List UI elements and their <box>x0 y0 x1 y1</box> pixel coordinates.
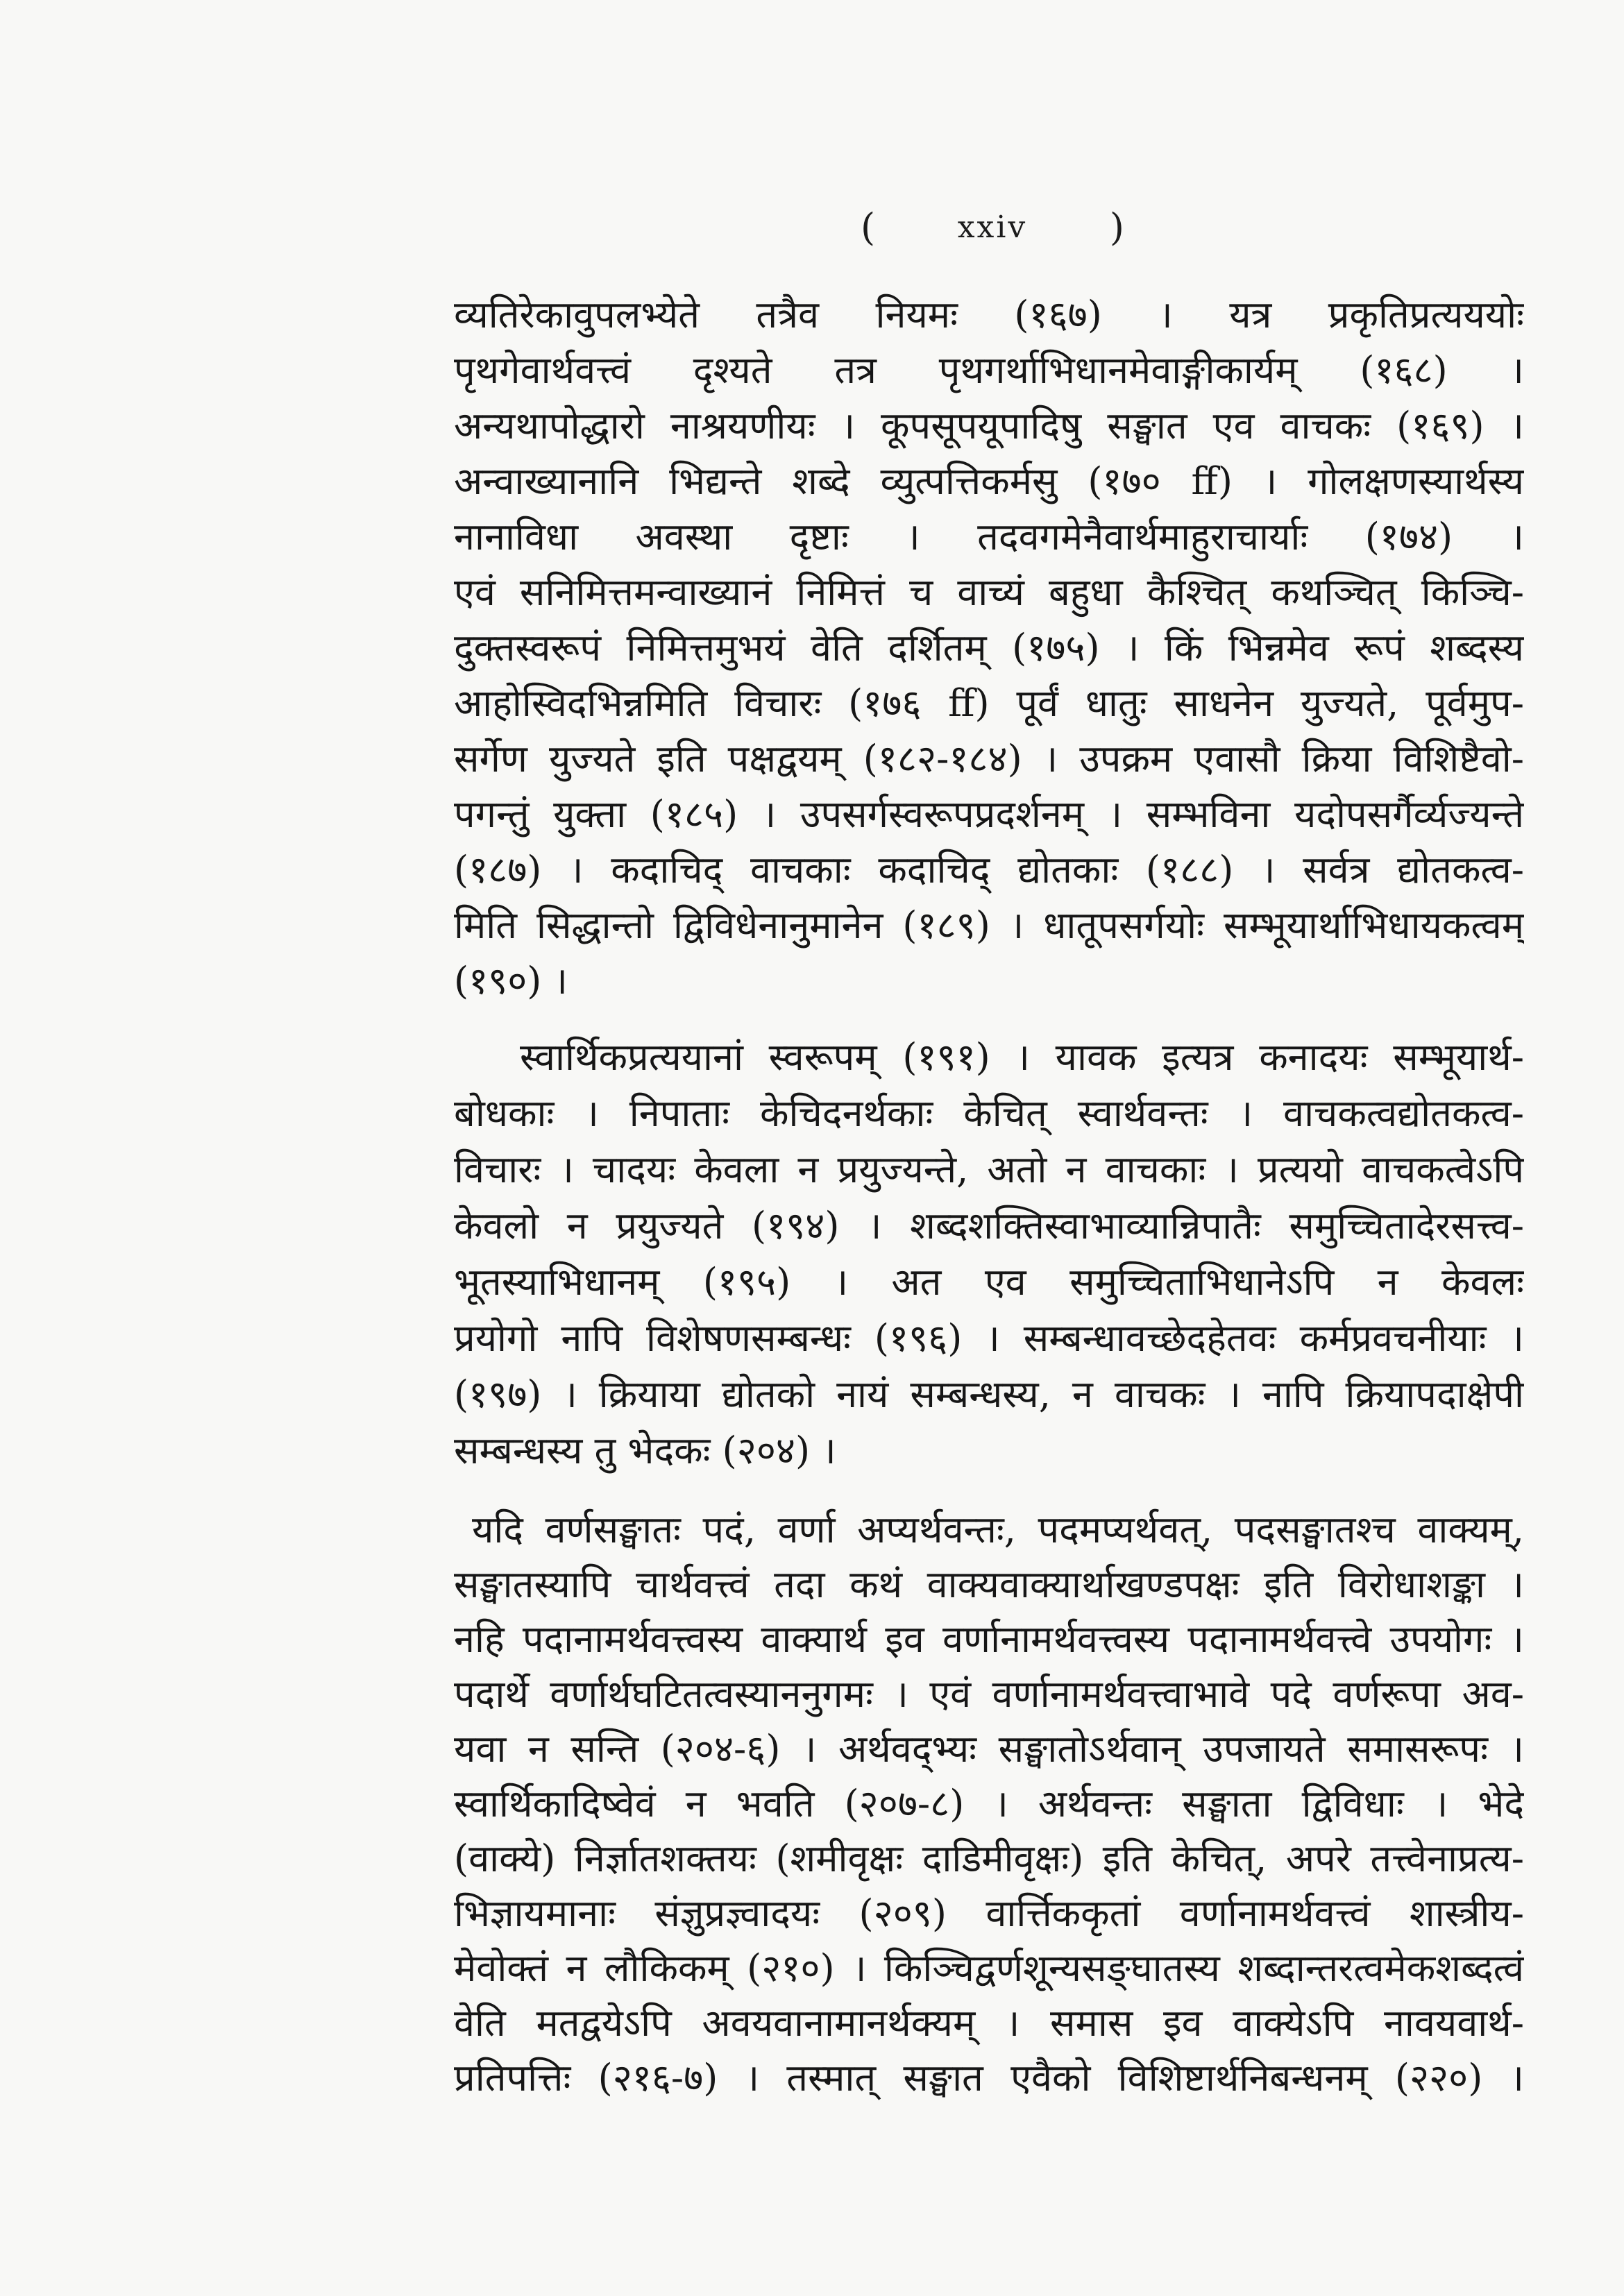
text-line: (१८७) । कदाचिद् वाचकाः कदाचिद् द्योतकाः (१८८) । सर्वत्र द्योतकत्व- <box>454 848 1524 892</box>
header-close-paren: ) <box>1109 205 1124 249</box>
text-line: विचारः । चादयः केवला न प्रयुज्यन्ते, अतो न वाचकाः । प्रत्ययो वाचकत्वेऽपि <box>454 1148 1524 1191</box>
text-line: (१९७) । क्रियाया द्योतको नायं सम्बन्धस्य, न वाचकः । नापि क्रियापदाक्षेपी <box>454 1372 1524 1416</box>
text-line: पदार्थे वर्णार्थघटितत्वस्याननुगमः । एवं वर्णानामर्थवत्त्वाभावे पदे वर्णरूपा अव- <box>454 1672 1524 1716</box>
page-number: xxiv <box>957 209 1028 245</box>
text-line: मिति सिद्धान्तो द्विविधेनानुमानेन (१८९) । धातूपसर्गयोः सम्भूयार्थाभिधायकत्वम् <box>454 903 1524 947</box>
text-line: मेवोक्तं न लौकिकम् (२१०) । किञ्चिद्वर्णशून्यसङ्‌घातस्य शब्दान्तरत्वमेकशब्दत्वं <box>454 1946 1524 1990</box>
text-line: यवा न सन्ति (२०४-६) । अर्थवद्भ्यः सङ्घातोऽर्थवान् उपजायते समासरूपः । <box>454 1727 1524 1771</box>
text-line: भूतस्याभिधानम् (१९५) । अत एव समुच्चिताभिधानेऽपि न केवलः <box>454 1260 1524 1304</box>
text-line: सम्बन्धस्य तु भेदकः (२०४) । <box>454 1429 836 1472</box>
text-line: सङ्घातस्यापि चार्थवत्त्वं तदा कथं वाक्यवाक्यार्थाखण्डपक्षः इति विरोधाशङ्का । <box>454 1563 1524 1606</box>
text-line: वेति मतद्वयेऽपि अवयवानामानर्थक्यम् । समास इव वाक्येऽपि नावयवार्थ- <box>454 2001 1524 2045</box>
text-line: स्वार्थिकादिष्वेवं न भवति (२०७-८) । अर्थवन्तः सङ्घाता द्विविधाः । भेदे <box>454 1782 1524 1826</box>
paragraph-1 <box>454 287 1524 1009</box>
paragraph-2 <box>454 1029 1524 1479</box>
text-line: यदि वर्णसङ्घातः पदं, वर्णा अप्यर्थवन्तः, पदमप्यर्थवत्, पदसङ्घातश्च वाक्यम्, <box>472 1508 1524 1551</box>
text-line: आहोस्विदभिन्नमिति विचारः (१७६ ff) पूर्वं धातुः साधनेन युज्यते, पूर्वमुप- <box>454 681 1524 725</box>
text-line: अन्वाख्यानानि भिद्यन्ते शब्दे व्युत्पत्तिकर्मसु (१७० ff) । गोलक्षणस्यार्थस्य <box>454 459 1524 503</box>
text-line: प्रतिपत्तिः (२१६-७) । तस्मात् सङ्घात एवैको विशिष्टार्थनिबन्धनम् (२२०) । <box>454 2056 1524 2100</box>
paragraph-3 <box>454 1502 1524 2105</box>
text-line: एवं सनिमित्तमन्वाख्यानं निमित्तं च वाच्यं बहुधा कैश्चित् कथञ्चित् किञ्चि- <box>454 570 1524 614</box>
text-line: नानाविधा अवस्था दृष्टाः । तदवगमेनैवार्थमाहुराचार्याः (१७४) । <box>454 515 1524 559</box>
text-line: व्यतिरेकावुपलभ्येते तत्रैव नियमः (१६७) । यत्र प्रकृतिप्रत्यययोः <box>454 293 1524 337</box>
text-line: अन्यथापोद्धारो नाश्रयणीयः । कूपसूपयूपादिषु सङ्घात एव वाचकः (१६९) । <box>454 404 1524 448</box>
text-line: (१९०) । <box>454 959 568 1003</box>
header-open-paren: ( <box>861 205 876 249</box>
text-line: पृथगेवार्थवत्त्वं दृश्यते तत्र पृथगर्थाभिधानमेवाङ्गीकार्यम् (१६८) । <box>454 348 1524 392</box>
page-header <box>861 199 1124 255</box>
text-line: केवलो न प्रयुज्यते (१९४) । शब्दशक्तिस्वाभाव्यान्निपातैः समुच्चितादेरसत्त्व- <box>454 1204 1524 1248</box>
text-line: भिज्ञायमानाः संज्ञुप्रज्ञ्वादयः (२०९) वार्त्तिककृतां वर्णानामर्थवत्त्वं शास्त्रीय- <box>454 1891 1524 1935</box>
text-line: पगन्तुं युक्ता (१८५) । उपसर्गस्वरूपप्रदर्शनम् । सम्भविना यदोपसर्गैर्व्यज्यन्ते <box>454 792 1524 836</box>
text-line: नहि पदानामर्थवत्त्वस्य वाक्यार्थ इव वर्णानामर्थवत्त्वस्य पदानामर्थवत्त्वे उपयोगः । <box>454 1617 1524 1661</box>
text-line: सर्गेण युज्यते इति पक्षद्वयम् (१८२-१८४) । उपक्रम एवासौ क्रिया विशिष्टैवो- <box>454 737 1524 781</box>
text-line: स्वार्थिकप्रत्ययानां स्वरूपम् (१९१) । यावक इत्यत्र कनादयः सम्भूयार्थ- <box>520 1035 1524 1079</box>
text-line: बोधकाः । निपाताः केचिदनर्थकाः केचित् स्वार्थवन्तः । वाचकत्वद्योतकत्व- <box>454 1091 1524 1135</box>
text-line: (वाक्ये) निर्ज्ञातशक्तयः (शमीवृक्षः दाडिमीवृक्षः) इति केचित्, अपरे तत्त्वेनाप्रत्य- <box>454 1837 1524 1880</box>
text-line: प्रयोगो नापि विशेषणसम्बन्धः (१९६) । सम्बन्धावच्छेदहेतवः कर्मप्रवचनीयाः । <box>454 1316 1524 1360</box>
text-line: दुक्तस्वरूपं निमित्तमुभयं वेति दर्शितम् (१७५) । किं भिन्नमेव रूपं शब्दस्य <box>454 626 1524 670</box>
